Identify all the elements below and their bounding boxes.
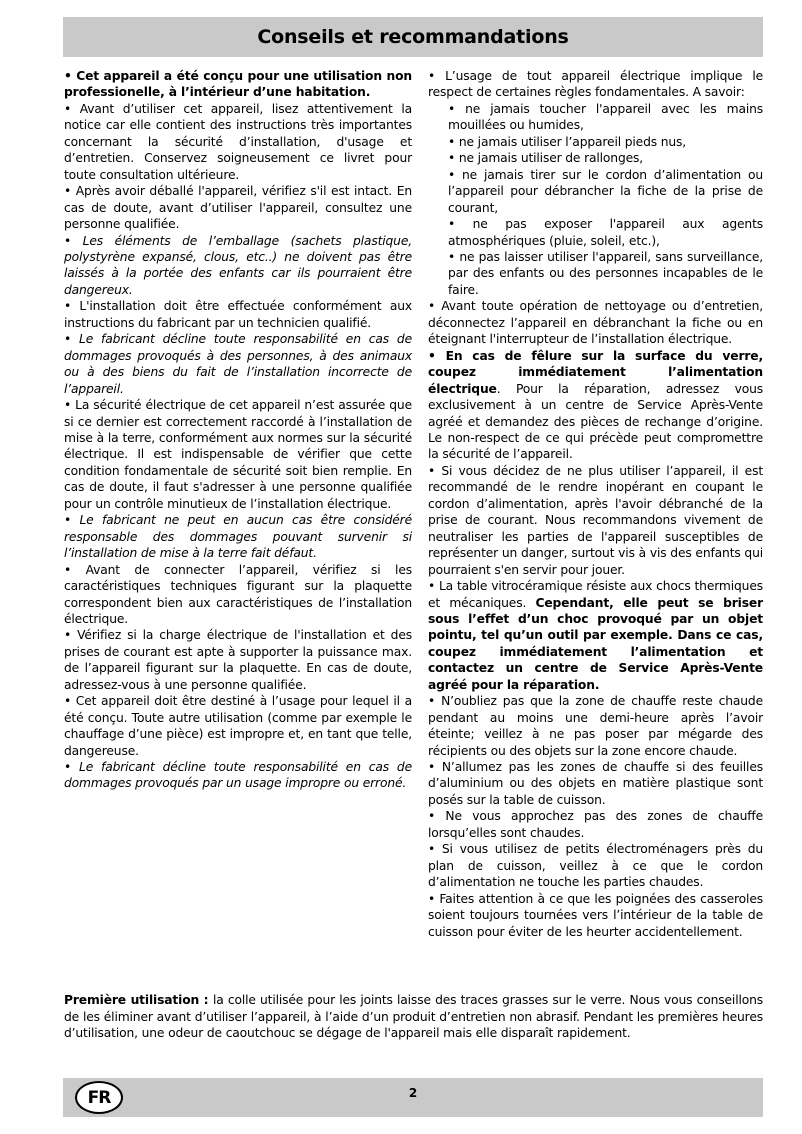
paragraph [428,693,763,759]
text-segment: • ne jamais tirer sur le cordon d’alimentation ou l’appareil pour débrancher la fiche de la prise de courant, [448,167,763,215]
text-segment: • En cas de fêlure sur la surface du verre, coupez immédiatement l’alimentation électrique [428,348,763,396]
page-title: Conseils et recommandations [257,26,569,48]
paragraph [64,627,412,693]
paragraph [428,150,763,166]
text-segment: • N’oubliez pas que la zone de chauffe reste chaude pendant au moins une demi-heure après l’avoir éteinte; veillez à ne pas poser par mégarde des récipients ou des objets sur la zone encore chaude. [428,694,763,758]
text-segment: • Le fabricant décline toute responsabilité en cas de dommages provoqués à des personnes, à des animaux ou à des biens du fait de l’installation incorrecte de l’appareil. [64,332,412,396]
text-segment: Première utilisation : [64,993,214,1007]
paragraph [64,233,412,299]
text-segment: • L'installation doit être effectuée conformément aux instructions du fabricant par un technicien qualifié. [64,299,412,330]
text-segment: • La sécurité électrique de cet appareil n’est assurée que si ce dernier est correctement raccordé à l’installation de mise à la terre, conformément aux normes sur la sécurité électrique. Il est indispensable de vérifier que cette condition fondamentale de sécurité soit bien remplie. En cas de doute, il faut s'adresser à une personne qualifiée pour un contrôle minutieux de l’installation électrique. [64,398,412,511]
right-column [428,68,763,993]
paragraph [64,562,412,628]
text-segment: • Avant toute opération de nettoyage ou d’entretien, déconnectez l’appareil en débranchant la fiche ou en éteignant l'interrupteur de l’installation électrique. [428,299,763,347]
text-segment: • Après avoir déballé l'appareil, vérifiez s'il est intact. En cas de doute, avant d’utiliser l'appareil, consultez une personne qualifiée. [64,184,412,232]
text-segment: • Le fabricant décline toute responsabilité en cas de dommages provoqués par un usage impropre ou erroné. [64,760,412,791]
text-segment: • La table vitrocéramique résiste aux chocs thermiques et mécaniques. [428,579,763,610]
paragraph [64,397,412,512]
text-segment: • ne jamais utiliser l’appareil pieds nus, [448,134,687,149]
text-segment: • Ne vous approchez pas des zones de chauffe lorsqu’elles sont chaudes. [428,809,763,840]
paragraph [64,68,412,101]
page-footer-bar [63,1078,763,1117]
paragraph [64,298,412,331]
first-use-note [64,992,763,1042]
paragraph [428,463,763,578]
paragraph [64,512,412,561]
paragraph [64,693,412,759]
text-segment: • Faites attention à ce que les poignées des casseroles soient toujours tournées vers l’intérieur de la table de cuisson pour éviter de les heurter accidentellement. [428,891,763,939]
text-segment: • Vérifiez si la charge électrique de l'installation et des prises de courant est apte à supporter la puissance max. de l’appareil figurant sur la plaquette. En cas de doute, adressez-vous à une personne qualifiée. [64,628,412,692]
paragraph [428,167,763,216]
text-segment: • Le fabricant ne peut en aucun cas être considéré responsable des dommages pouvant survenir si l’installation de mise à la terre fait défaut. [64,513,412,561]
text-segment: • L’usage de tout appareil électrique implique le respect de certaines règles fondamentales. A savoir: [428,69,763,100]
text-segment: • Les éléments de l’emballage (sachets plastique, polystyrène expansé, clous, etc..) ne doivent pas être laissés à la portée des enfants car ils pourraient être dangereux. [64,233,412,297]
paragraph [428,348,763,463]
paragraph [428,759,763,808]
text-segment: • Avant d’utiliser cet appareil, lisez attentivement la notice car elle contient des instructions très importantes concernant la sécurité d’installation, d'usage et d’entretien. Conservez soigneusement ce livret pour toute consultation ultérieure. [64,101,412,182]
text-segment: • ne pas laisser utiliser l'appareil, sans surveillance, par des enfants ou des personnes incapables de le faire. [448,249,763,297]
text-segment: . Pour la réparation, adressez vous exclusivement à un centre de Service Après-Vente agréé et demandez des pièces de rechange d’origine. Le non-respect de ce qui précède peut compromettre la sécurité de l’appareil. [428,381,763,462]
text-segment: • ne pas exposer l'appareil aux agents atmosphériques (pluie, soleil, etc.), [448,217,763,248]
page-header-bar [63,17,763,57]
text-segment: • Avant de connecter l’appareil, vérifiez si les caractéristiques techniques figurant sur la plaquette correspondent bien aux caractéristiques de l’installation électrique. [64,562,412,626]
paragraph [64,331,412,397]
paragraph [428,808,763,841]
paragraph [428,298,763,347]
left-column [64,68,412,993]
paragraph [428,249,763,298]
text-segment: • ne jamais toucher l'appareil avec les mains mouillées ou humides, [448,101,763,133]
text-segment: Cependant, elle peut se briser sous l’effet d’un choc provoqué par un objet pointu, tel qu’un outil par exemple. Dans ce cas, coupez immédiatement l’alimentation et contactez un centre de Service Après-Vente agréé pour la réparation. [428,595,763,692]
paragraph [428,216,763,249]
two-column-body [64,68,763,993]
paragraph [64,759,412,792]
page-number: 2 [408,1086,418,1100]
language-badge: FR [75,1081,123,1114]
paragraph [428,841,763,890]
paragraph [428,134,763,150]
text-segment: • Cet appareil doit être destiné à l’usage pour lequel il a été conçu. Toute autre utilisation (comme par exemple le chauffage d’une pièce) est impropre et, en tant que telle, dangereuse. [64,694,412,758]
text-segment: • Si vous décidez de ne plus utiliser l’appareil, il est recommandé de le rendre inopérant en coupant le cordon d’alimentation, après l'avoir débranché de la prise de courant. Nous recommandons vivement de neutraliser les parties de l'appareil susceptibles de représenter un danger, surtout vis à vis des enfants qui pourraient s'en servir pour jouer. [428,463,763,577]
text-segment: • ne jamais utiliser de rallonges, [448,151,644,166]
paragraph [428,891,763,940]
text-segment: • Cet appareil a été conçu pour une utilisation non professionelle, à l’intérieur d’une habitation. [64,69,412,100]
text-segment: • Si vous utilisez de petits électroménagers près du plan de cuisson, veillez à ce que le cordon d’alimentation ne touche les parties chaudes. [428,842,763,890]
paragraph [428,101,763,134]
paragraph [64,183,412,232]
paragraph [64,101,412,183]
paragraph [428,578,763,693]
text-segment: la colle utilisée pour les joints laisse des traces grasses sur le verre. Nous vous conseillons de les éliminer avant d’utiliser l’appareil, à l’aide d’un produit d’entretien non abrasif. Pendant les premières heures d’utilisation, une odeur de caoutchouc se dégage de l'appareil mais elle disparaît rapidement. [64,993,764,1041]
paragraph [428,68,763,101]
text-segment: • N’allumez pas les zones de chauffe si des feuilles d’aluminium ou des objets en matière plastique sont posés sur la table de cuisson. [428,760,763,807]
